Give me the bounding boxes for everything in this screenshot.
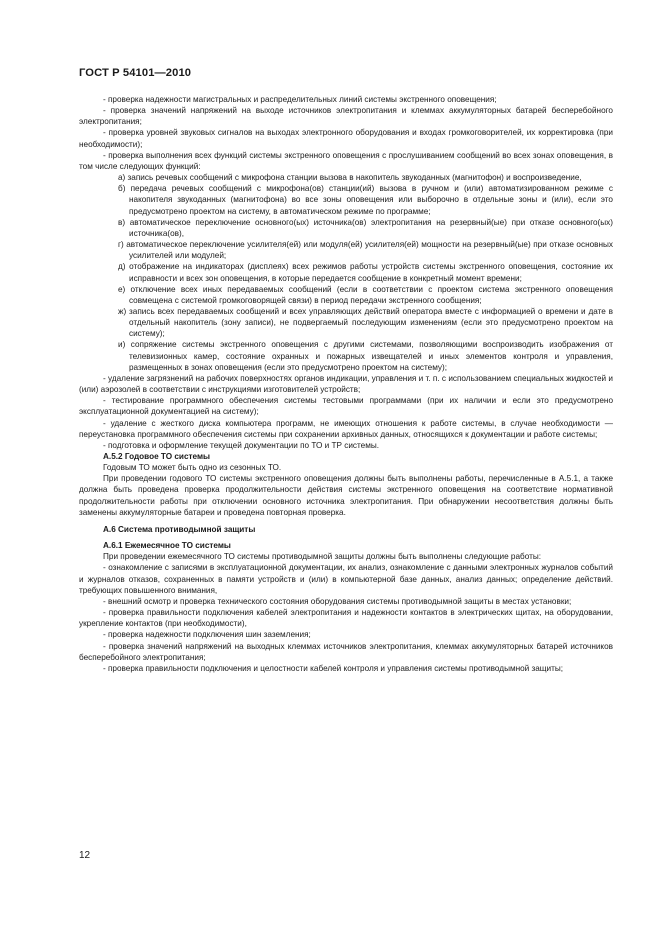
paragraph: - проверка значений напряжений на выходе источников электропитания и клеммах аккумуляторных батарей бесперебойного электропитания; bbox=[79, 106, 613, 127]
paragraph: При проведении ежемесячного ТО системы противодымной защиты должны быть выполнены следующие работы: bbox=[103, 552, 541, 562]
paragraph: - проверка значений напряжений на выходных клеммах источников электропитания, клеммах аккумуляторных батарей источников бесперебойного электропитания; bbox=[79, 641, 613, 662]
paragraph: - внешний осмотр и проверка технического состояния оборудования системы противодымной защиты в местах установки; bbox=[103, 596, 572, 606]
paragraph: При проведении годового ТО системы экстренного оповещения должны быть выполнены работы, перечисленные в А.5.1, а также должна быть проведена проверка продолжительности действия системы экстренного оповещения на соответствие нормативной продолжительности работы при отключении основного источника электропитания. При обнаружении несоответствия должны быть заменены аккумуляторные батареи и проведена повторная проверка. bbox=[79, 474, 613, 517]
paragraph: - проверка уровней звуковых сигналов на выходах электронного оборудования и входах громкоговорителей, их корректировка (при необходимости); bbox=[79, 128, 613, 149]
paragraph: - тестирование программного обеспечения системы тестовыми программами (при их наличии и если это предусмотрено эксплуатационной документацией на систему); bbox=[79, 396, 613, 417]
page-number: 12 bbox=[79, 850, 91, 861]
section-heading: А.6 Система противодымной защиты bbox=[103, 524, 256, 534]
paragraph: - проверка надежности подключения шин заземления; bbox=[103, 630, 311, 640]
paragraph: Годовым ТО может быть одно из сезонных ТО. bbox=[103, 463, 282, 473]
list-item: и) сопряжение системы экстренного оповещения с другими системами, позволяющими воспроизводить изображения от телевизионных камер, состояние охранных и пожарных извещателей и иных элементов контроля и управления, размещенных в зонах оповещения (если это предусмотрено проектом на систему); bbox=[118, 340, 613, 372]
list-item: а) запись речевых сообщений с микрофона станции вызова в накопитель звукоданных (магнитофон) и воспроизведение, bbox=[118, 173, 582, 183]
document-body bbox=[79, 94, 613, 674]
subsection-heading: А.6.1 Ежемесячное ТО системы bbox=[103, 541, 231, 551]
list-item: г) автоматическое переключение усилителя(ей) или модуля(ей) усилителя(ей) мощности на резервный(ые) при отказе основных усилителей или модулей; bbox=[118, 240, 613, 261]
paragraph: - удаление с жесткого диска компьютера программ, не имеющих отношения к работе системы, в случае необходимости — переустановка программного обеспечения системы при сохранении архивных данных, относящихся к документации и работе системы; bbox=[79, 418, 613, 439]
paragraph: - ознакомление с записями в эксплуатационной документации, их анализ, ознакомление с данными электронных журналов событий и журналов отказов, сохраненных в памяти устройств и (или) в компьютерной базе данных, анализ данных; определение действий. требующих повышенного внимания, bbox=[79, 563, 613, 595]
list-item: б) передача речевых сообщений с микрофона(ов) станции(ий) вызова в ручном и (или) автоматизированном режиме с накопителя звукоданных (магнитофона) во все зоны оповещения или выборочно в отдельные зоны и (или), если это предусмотрено проектом на систему, в автоматическом режиме по программе; bbox=[118, 184, 613, 216]
subsection-heading: А.5.2 Годовое ТО системы bbox=[103, 452, 211, 461]
list-item: д) отображение на индикаторах (дисплеях) всех режимов работы устройств системы экстренного оповещения, состояние их исправности и всех зон оповещения, в которые передается сообщение в конкретный момент времени; bbox=[118, 262, 613, 283]
paragraph: - проверка правильности подключения и целостности кабелей контроля и управления системы противодымной защиты; bbox=[103, 663, 564, 673]
list-item: в) автоматическое переключение основного(ых) источника(ов) электропитания на резервный(ые) при отказе основного(ых) источника(ов), bbox=[118, 217, 613, 238]
list-item: ж) запись всех передаваемых сообщений и всех управляющих действий оператора вместе с информацией о времени и дате в отдельный накопитель (зону записи), не подвергаемый последующим изменениям (если это предусмотрено проектом на систему); bbox=[118, 306, 613, 339]
paragraph: - подготовка и оформление текущей документации по ТО и ТР системы. bbox=[103, 440, 379, 450]
paragraph: - проверка надежности магистральных и распределительных линий системы экстренного оповещения; bbox=[103, 95, 497, 104]
paragraph: - проверка выполнения всех функций системы экстренного оповещения с прослушиванием сообщений во всех зонах оповещения, в том числе следующих функций: bbox=[79, 150, 613, 171]
paragraph: - проверка правильности подключения кабелей электропитания и надежности контактов в электрических щитах, на оборудовании, укрепление контактов (при необходимости), bbox=[79, 608, 613, 629]
paragraph: - удаление загрязнений на рабочих поверхностях органов индикации, управления и т. п. с использованием специальных жидкостей и (или) аэрозолей в соответствии с инструкциями изготовителей устройств; bbox=[79, 373, 613, 395]
document-header: ГОСТ Р 54101—2010 bbox=[79, 67, 192, 79]
list-item: е) отключение всех иных передаваемых сообщений (если в соответствии с проектом система экстренного оповещения совмещена с системой громкоговорящей связи) в период передачи экстренного сообщения; bbox=[118, 284, 613, 305]
